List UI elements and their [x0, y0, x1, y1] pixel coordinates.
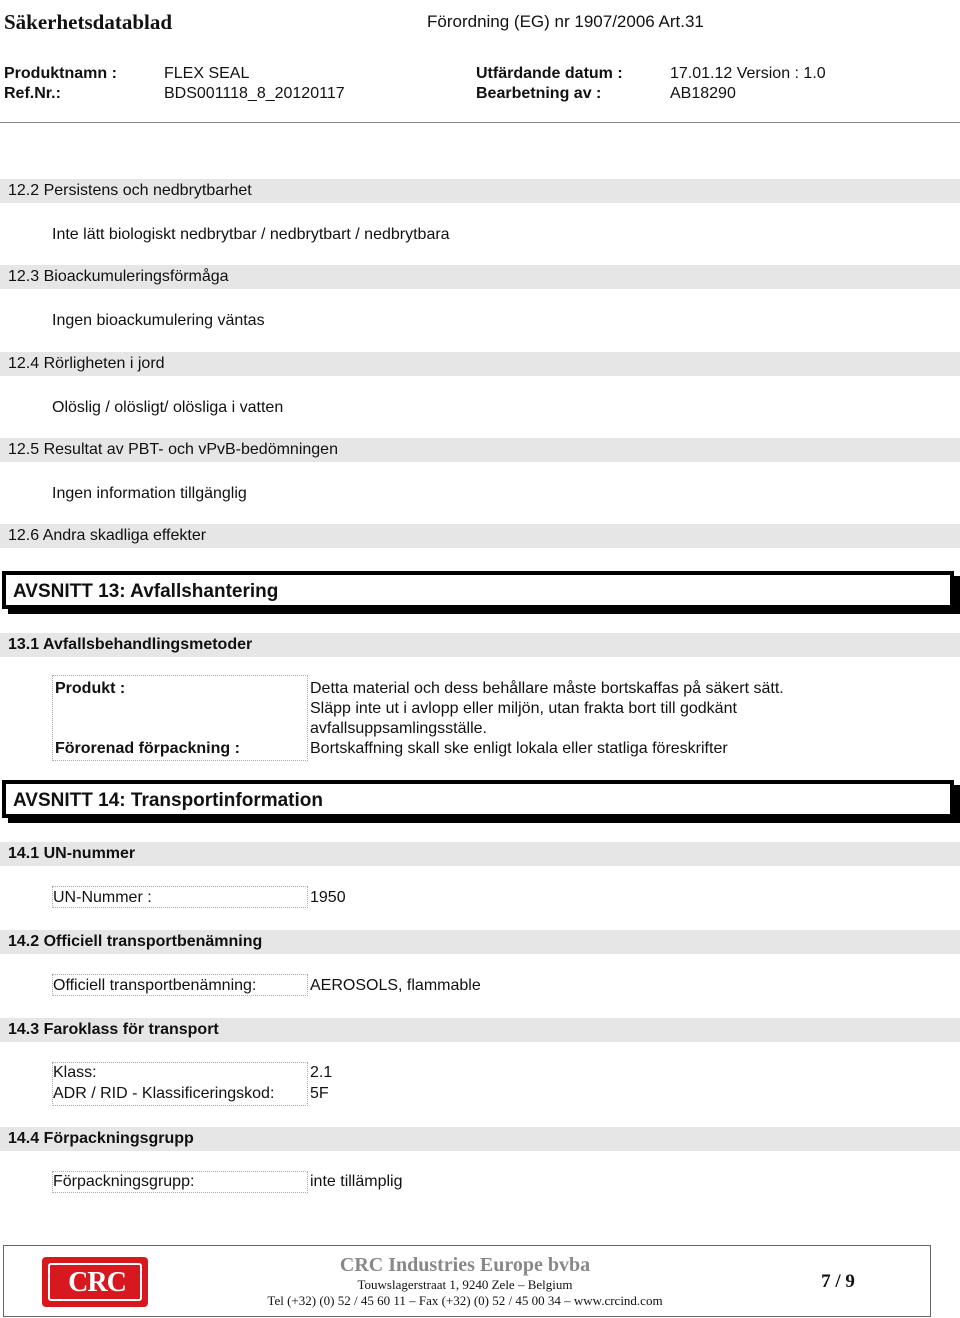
section-13-title: AVSNITT 13: Avfallshantering — [13, 581, 279, 602]
shipping-name-label: Officiell transportbenämning: — [53, 977, 257, 994]
issue-date-label: Utfärdande datum : — [476, 65, 623, 82]
packaging-text: Bortskaffning skall ske enligt lokala eller statliga föreskrifter — [310, 740, 728, 757]
section-14-3-title: 14.3 Faroklass för transport — [8, 1021, 219, 1038]
section-12-3-text: Ingen bioackumulering väntas — [52, 312, 265, 329]
crc-logo-text: CRC — [68, 1267, 126, 1298]
produkt-line-1: Detta material och dess behållare måste bortskaffas på säkert sätt. — [310, 680, 784, 697]
regulation-text: Förordning (EG) nr 1907/2006 Art.31 — [427, 12, 704, 31]
crc-logo — [42, 1257, 148, 1307]
section-14-1-title: 14.1 UN-nummer — [8, 845, 136, 862]
page-number: 7 / 9 — [821, 1271, 855, 1292]
packing-group-value: inte tillämplig — [310, 1173, 403, 1190]
un-number-value: 1950 — [310, 889, 346, 906]
footer-contact: Tel (+32) (0) 52 / 45 60 11 – Fax (+32) (0) 52 / 45 00 34 – www.crcind.com — [267, 1293, 663, 1308]
issue-date-value: 17.01.12 Version : 1.0 — [670, 65, 826, 82]
shipping-name-value: AEROSOLS, flammable — [310, 977, 481, 994]
class-label: Klass: — [53, 1064, 97, 1081]
product-name-value: FLEX SEAL — [164, 65, 250, 82]
edited-by-label: Bearbetning av : — [476, 85, 602, 102]
section-14-header — [2, 780, 954, 818]
section-12-3-bar — [0, 265, 960, 289]
section-12-4-title: 12.4 Rörligheten i jord — [8, 355, 165, 372]
section-13-1-bar — [0, 633, 960, 657]
packing-group-label: Förpackningsgrupp: — [53, 1173, 195, 1190]
section-12-4-bar — [0, 352, 960, 376]
section-14-title: AVSNITT 14: Transportinformation — [13, 790, 324, 811]
section-12-2-text: Inte lätt biologiskt nedbrytbar / nedbrytbart / nedbrytbara — [52, 226, 450, 243]
adr-rid-label: ADR / RID - Klassificeringskod: — [53, 1085, 275, 1102]
section-12-5-text: Ingen information tillgänglig — [52, 485, 247, 502]
produkt-line-3: avfallsuppsamlingsställe. — [310, 720, 487, 737]
document-title: Säkerhetsdatablad — [4, 10, 173, 34]
produkt-line-2: Släpp inte ut i avlopp eller miljön, utan frakta bort till godkänt — [310, 700, 737, 717]
adr-rid-value: 5F — [310, 1085, 329, 1102]
section-14-1-bar — [0, 842, 960, 866]
ref-nr-value: BDS001118_8_20120117 — [164, 85, 345, 102]
class-value: 2.1 — [310, 1064, 333, 1081]
header-divider — [0, 122, 960, 123]
section-12-2-bar — [0, 179, 960, 203]
section-12-4-text: Olöslig / olösligt/ olösliga i vatten — [52, 399, 284, 416]
section-14-4-title: 14.4 Förpackningsgrupp — [8, 1130, 194, 1147]
section-12-3-title: 12.3 Bioackumuleringsförmåga — [8, 268, 229, 285]
section-14-4-bar — [0, 1127, 960, 1151]
packaging-label: Förorenad förpackning : — [55, 740, 240, 757]
edited-by-value: AB18290 — [670, 85, 736, 102]
footer-company: CRC Industries Europe bvba — [339, 1254, 591, 1276]
product-name-label: Produktnamn : — [4, 65, 117, 82]
section-13-1-title: 13.1 Avfallsbehandlingsmetoder — [8, 636, 253, 653]
section-14-3-bar — [0, 1018, 960, 1042]
section-12-6-title: 12.6 Andra skadliga effekter — [8, 527, 207, 544]
section-13-header — [2, 571, 954, 609]
section-12-5-title: 12.5 Resultat av PBT- och vPvB-bedömningen — [8, 441, 338, 458]
produkt-label: Produkt : — [55, 680, 126, 697]
ref-nr-label: Ref.Nr.: — [4, 85, 61, 102]
section-12-5-bar — [0, 438, 960, 462]
section-12-6-bar — [0, 524, 960, 548]
section-14-2-title: 14.2 Officiell transportbenämning — [8, 933, 263, 950]
un-number-label: UN-Nummer : — [53, 889, 152, 906]
footer-address: Touwslagerstraat 1, 9240 Zele – Belgium — [357, 1277, 573, 1292]
section-12-2-title: 12.2 Persistens och nedbrytbarhet — [8, 182, 252, 199]
section-14-2-bar — [0, 930, 960, 954]
